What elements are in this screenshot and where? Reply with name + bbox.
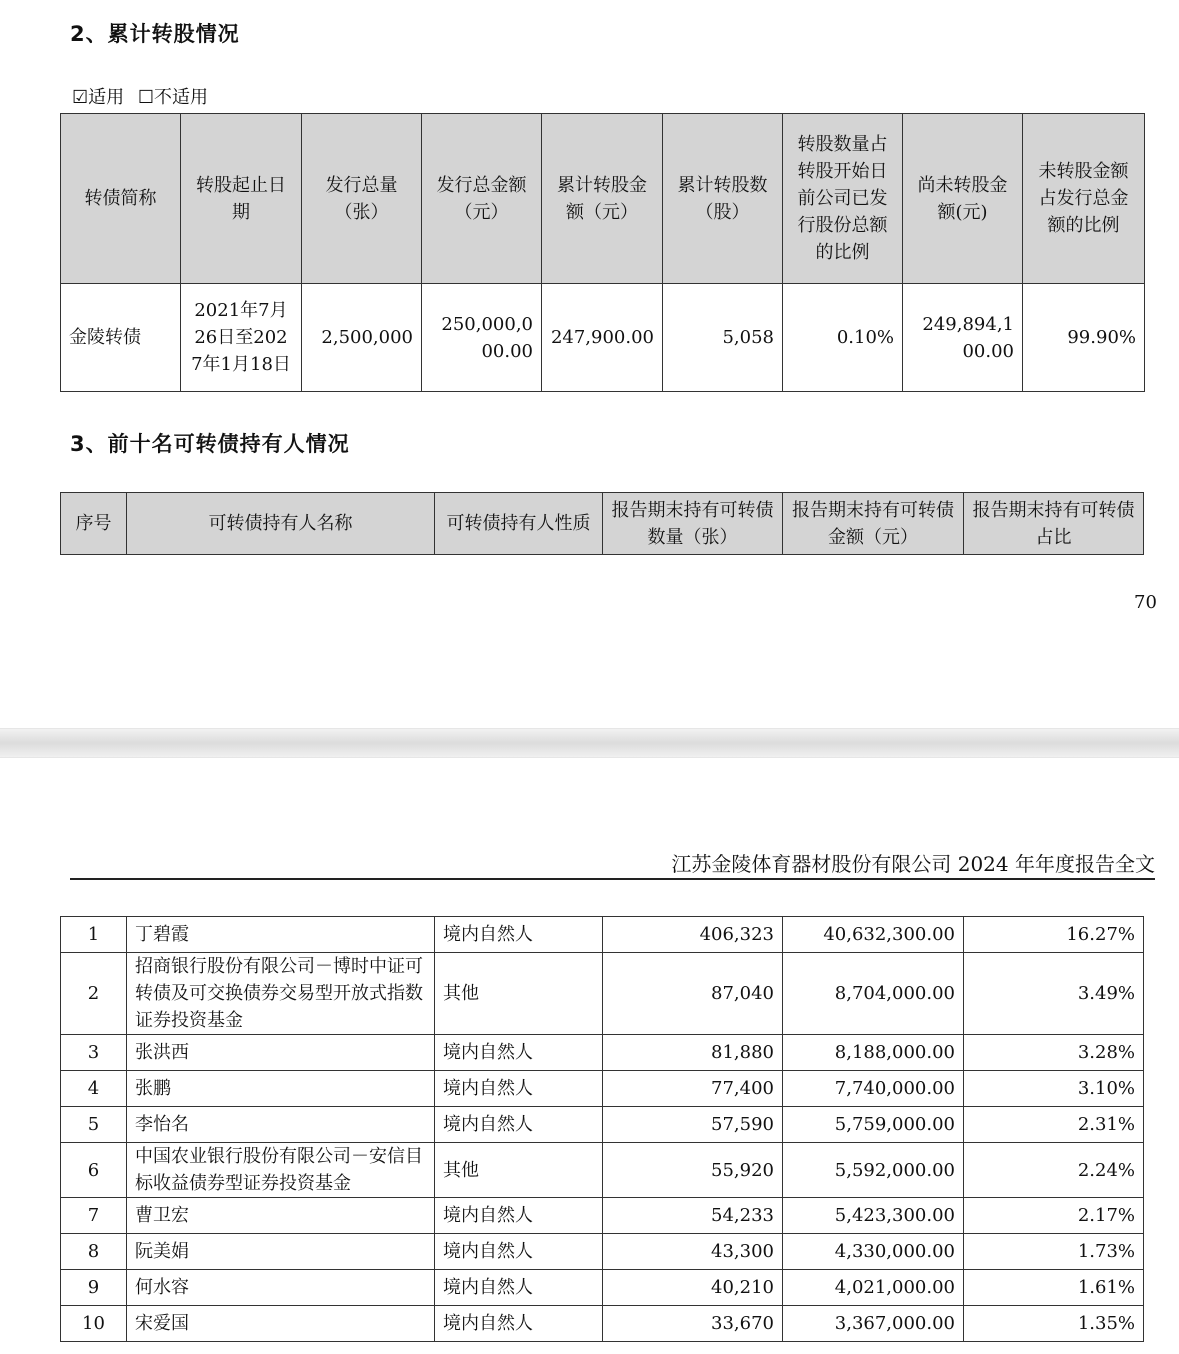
cell-cumulative-converted-amount: 247,900.00 <box>542 284 663 392</box>
holder-qty: 54,233 <box>603 1198 783 1234</box>
col-bond-short-name: 转债简称 <box>61 114 181 284</box>
conversion-data-row <box>61 284 1145 392</box>
holder-name: 宋爱国 <box>127 1306 435 1342</box>
holder-seq: 8 <box>61 1234 127 1270</box>
holder-type: 境内自然人 <box>435 1071 603 1107</box>
not-applicable-checkbox-label: ☐不适用 <box>137 87 209 108</box>
holder-amount: 3,367,000.00 <box>783 1306 964 1342</box>
holders-header-table <box>60 492 1144 555</box>
holder-qty: 43,300 <box>603 1234 783 1270</box>
holder-amount: 5,423,300.00 <box>783 1198 964 1234</box>
holder-seq: 6 <box>61 1143 127 1198</box>
col-holder-type: 可转债持有人性质 <box>435 493 603 555</box>
holder-ratio: 1.35% <box>964 1306 1144 1342</box>
holder-row <box>61 1306 1144 1342</box>
holder-type: 境内自然人 <box>435 1107 603 1143</box>
cell-conversion-period: 2021年7月26日至2027年1月18日 <box>181 284 302 392</box>
holder-row <box>61 917 1144 953</box>
holder-amount: 40,632,300.00 <box>783 917 964 953</box>
holder-seq: 9 <box>61 1270 127 1306</box>
holder-ratio: 3.10% <box>964 1071 1144 1107</box>
holder-seq: 3 <box>61 1035 127 1071</box>
col-holding-ratio: 报告期末持有可转债占比 <box>964 493 1144 555</box>
running-header: 江苏金陵体育器材股份有限公司 2024 年年度报告全文 <box>671 852 1155 876</box>
holder-name: 丁碧霞 <box>127 917 435 953</box>
holder-type: 境内自然人 <box>435 1270 603 1306</box>
holder-seq: 2 <box>61 953 127 1035</box>
holder-qty: 77,400 <box>603 1071 783 1107</box>
cell-unconverted-amount: 249,894,100.00 <box>903 284 1023 392</box>
col-unconverted-ratio: 未转股金额占发行总金额的比例 <box>1023 114 1145 284</box>
holder-row <box>61 1234 1144 1270</box>
holder-amount: 5,592,000.00 <box>783 1143 964 1198</box>
holder-row <box>61 1071 1144 1107</box>
holder-type: 其他 <box>435 953 603 1035</box>
holder-ratio: 3.28% <box>964 1035 1144 1071</box>
holder-amount: 8,188,000.00 <box>783 1035 964 1071</box>
holder-qty: 33,670 <box>603 1306 783 1342</box>
cell-bond-short-name: 金陵转债 <box>61 284 181 392</box>
holder-amount: 4,330,000.00 <box>783 1234 964 1270</box>
holder-qty: 55,920 <box>603 1143 783 1198</box>
holder-seq: 7 <box>61 1198 127 1234</box>
holder-row <box>61 1143 1144 1198</box>
holder-row <box>61 1270 1144 1306</box>
holder-ratio: 2.31% <box>964 1107 1144 1143</box>
holder-seq: 4 <box>61 1071 127 1107</box>
cell-issue-amount: 250,000,000.00 <box>422 284 542 392</box>
holder-name: 中国农业银行股份有限公司－安信目标收益债券型证券投资基金 <box>127 1143 435 1198</box>
holders-header-row <box>61 493 1144 555</box>
holder-ratio: 2.17% <box>964 1198 1144 1234</box>
holder-row <box>61 1107 1144 1143</box>
col-conversion-period: 转股起止日期 <box>181 114 302 284</box>
holder-seq: 10 <box>61 1306 127 1342</box>
holder-name: 张鹏 <box>127 1071 435 1107</box>
holder-type: 境内自然人 <box>435 1035 603 1071</box>
col-holder-name: 可转债持有人名称 <box>127 493 435 555</box>
holder-amount: 5,759,000.00 <box>783 1107 964 1143</box>
holders-table <box>60 916 1144 1342</box>
col-cumulative-converted-shares: 累计转股数（股） <box>663 114 783 284</box>
holder-name: 阮美娟 <box>127 1234 435 1270</box>
holder-qty: 40,210 <box>603 1270 783 1306</box>
holder-amount: 8,704,000.00 <box>783 953 964 1035</box>
col-conversion-share-ratio: 转股数量占转股开始日前公司已发行股份总额的比例 <box>783 114 903 284</box>
holder-name: 招商银行股份有限公司－博时中证可转债及可交换债券交易型开放式指数证券投资基金 <box>127 953 435 1035</box>
applicability-options <box>72 83 208 109</box>
holder-qty: 81,880 <box>603 1035 783 1071</box>
col-issue-amount: 发行总金额（元） <box>422 114 542 284</box>
holder-seq: 1 <box>61 917 127 953</box>
holder-row <box>61 1035 1144 1071</box>
holder-ratio: 16.27% <box>964 917 1144 953</box>
conversion-table <box>60 113 1145 392</box>
section3-title: 3、前十名可转债持有人情况 <box>70 432 350 456</box>
holder-type: 境内自然人 <box>435 1198 603 1234</box>
holder-type: 境内自然人 <box>435 917 603 953</box>
holder-row <box>61 1198 1144 1234</box>
holder-type: 其他 <box>435 1143 603 1198</box>
page-number: 70 <box>1134 592 1157 613</box>
holder-name: 李怡名 <box>127 1107 435 1143</box>
holder-qty: 57,590 <box>603 1107 783 1143</box>
holder-ratio: 3.49% <box>964 953 1144 1035</box>
col-unconverted-amount: 尚未转股金额(元) <box>903 114 1023 284</box>
cell-conversion-share-ratio: 0.10% <box>783 284 903 392</box>
holder-ratio: 2.24% <box>964 1143 1144 1198</box>
holder-amount: 4,021,000.00 <box>783 1270 964 1306</box>
holder-row <box>61 953 1144 1035</box>
col-holding-amount: 报告期末持有可转债金额（元） <box>783 493 964 555</box>
holder-seq: 5 <box>61 1107 127 1143</box>
applicable-checkbox-label: ☑适用 <box>72 87 125 108</box>
holder-name: 何水容 <box>127 1270 435 1306</box>
conversion-header-row <box>61 114 1145 284</box>
header-rule <box>70 878 1155 880</box>
holder-name: 张洪西 <box>127 1035 435 1071</box>
cell-cumulative-converted-shares: 5,058 <box>663 284 783 392</box>
holder-name: 曹卫宏 <box>127 1198 435 1234</box>
holder-ratio: 1.73% <box>964 1234 1144 1270</box>
holder-qty: 87,040 <box>603 953 783 1035</box>
holder-qty: 406,323 <box>603 917 783 953</box>
page-break-divider <box>0 728 1179 758</box>
cell-unconverted-ratio: 99.90% <box>1023 284 1145 392</box>
holder-amount: 7,740,000.00 <box>783 1071 964 1107</box>
holder-type: 境内自然人 <box>435 1306 603 1342</box>
section2-title: 2、累计转股情况 <box>70 22 240 46</box>
col-holding-qty: 报告期末持有可转债数量（张） <box>603 493 783 555</box>
col-cumulative-converted-amount: 累计转股金额（元） <box>542 114 663 284</box>
col-issue-quantity: 发行总量（张） <box>302 114 422 284</box>
cell-issue-quantity: 2,500,000 <box>302 284 422 392</box>
holder-ratio: 1.61% <box>964 1270 1144 1306</box>
holder-type: 境内自然人 <box>435 1234 603 1270</box>
col-seq: 序号 <box>61 493 127 555</box>
